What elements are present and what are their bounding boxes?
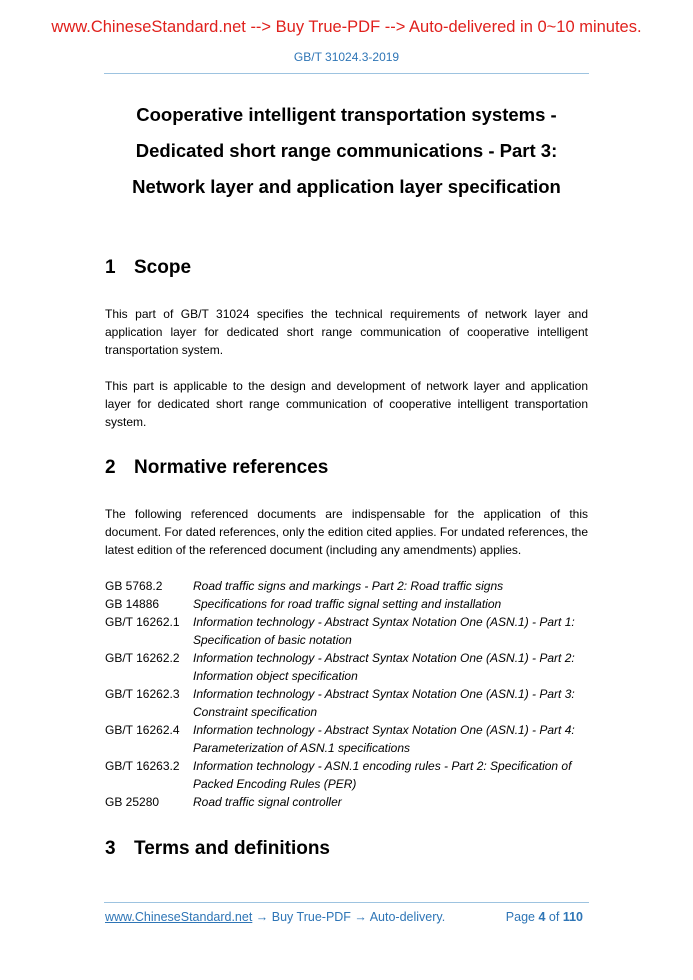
reference-title: Road traffic signs and markings - Part 2: Road traffic signs bbox=[193, 579, 504, 593]
doc-title-line-2: Dedicated short range communications - Part 3: bbox=[135, 140, 558, 161]
total-pages: 110 bbox=[562, 910, 583, 924]
reference-item bbox=[105, 577, 590, 595]
reference-item bbox=[105, 595, 590, 613]
reference-code: GB/T 16262.2 bbox=[105, 651, 180, 665]
section-title: Scope bbox=[134, 257, 192, 278]
section-title: Terms and definitions bbox=[134, 838, 331, 859]
references-intro: The following referenced documents are indispensable for the application of this document. For dated references, only the edition cited applies. For undated references, the latest edition of the referenced document (including any amendments) applies. bbox=[105, 507, 588, 557]
footer-divider bbox=[104, 902, 589, 903]
doc-title-line-1: Cooperative intelligent transportation systems - bbox=[136, 104, 557, 125]
section-heading-normative-references bbox=[105, 457, 328, 479]
reference-item bbox=[105, 793, 590, 811]
section-number: 3 bbox=[105, 838, 116, 859]
reference-title: Information technology - ASN.1 encoding rules - Part 2: Specification of Packed Encoding Rules (PER) bbox=[193, 759, 572, 791]
reference-title: Road traffic signal controller bbox=[193, 795, 342, 809]
promo-banner: www.ChineseStandard.net --> Buy True-PDF --> Auto-delivered in 0~10 minutes. bbox=[51, 18, 642, 36]
reference-item bbox=[105, 721, 590, 757]
footer-site-link[interactable]: www.ChineseStandard.net bbox=[105, 910, 253, 924]
page-label: Page bbox=[505, 910, 535, 924]
reference-item bbox=[105, 613, 590, 649]
footer-promo bbox=[105, 910, 445, 924]
section-heading-terms bbox=[105, 838, 330, 860]
page-indicator bbox=[506, 910, 583, 924]
reference-code: GB/T 16263.2 bbox=[105, 759, 180, 773]
section-number: 2 bbox=[105, 457, 116, 478]
standard-number-header: GB/T 31024.3-2019 bbox=[293, 50, 400, 64]
page-footer bbox=[105, 910, 583, 924]
doc-title-line-3: Network layer and application layer specification bbox=[132, 176, 561, 197]
reference-code: GB/T 16262.4 bbox=[105, 723, 180, 737]
reference-list bbox=[105, 577, 590, 811]
reference-title: Information technology - Abstract Syntax Notation One (ASN.1) - Part 4: Parameterization of ASN.1 specifications bbox=[193, 723, 575, 755]
reference-code: GB/T 16262.3 bbox=[105, 687, 180, 701]
of-label: of bbox=[548, 910, 560, 924]
reference-item bbox=[105, 757, 590, 793]
footer-promo-text: → Buy True-PDF → Auto-delivery. bbox=[252, 910, 446, 924]
reference-title: Information technology - Abstract Syntax Notation One (ASN.1) - Part 2: Information object specification bbox=[193, 651, 575, 683]
header-divider bbox=[104, 73, 589, 74]
current-page: 4 bbox=[538, 910, 546, 924]
reference-item bbox=[105, 649, 590, 685]
reference-title: Specifications for road traffic signal setting and installation bbox=[193, 597, 502, 611]
reference-title: Information technology - Abstract Syntax Notation One (ASN.1) - Part 1: Specification of basic notation bbox=[193, 615, 575, 647]
reference-code: GB/T 16262.1 bbox=[105, 615, 180, 629]
section-heading-scope bbox=[105, 257, 191, 279]
scope-paragraph-2: This part is applicable to the design and development of network layer and application layer for dedicated short range communication of cooperative intelligent transportation system. bbox=[105, 379, 588, 429]
section-title: Normative references bbox=[134, 457, 329, 478]
reference-code: GB 14886 bbox=[105, 597, 160, 611]
scope-paragraph-1: This part of GB/T 31024 specifies the technical requirements of network layer and application layer for dedicated short range communication of cooperative intelligent transportation system. bbox=[105, 307, 588, 357]
section-number: 1 bbox=[105, 257, 116, 278]
reference-code: GB 25280 bbox=[105, 795, 160, 809]
reference-item bbox=[105, 685, 590, 721]
reference-code: GB 5768.2 bbox=[105, 579, 163, 593]
reference-title: Information technology - Abstract Syntax Notation One (ASN.1) - Part 3: Constraint specification bbox=[193, 687, 575, 719]
